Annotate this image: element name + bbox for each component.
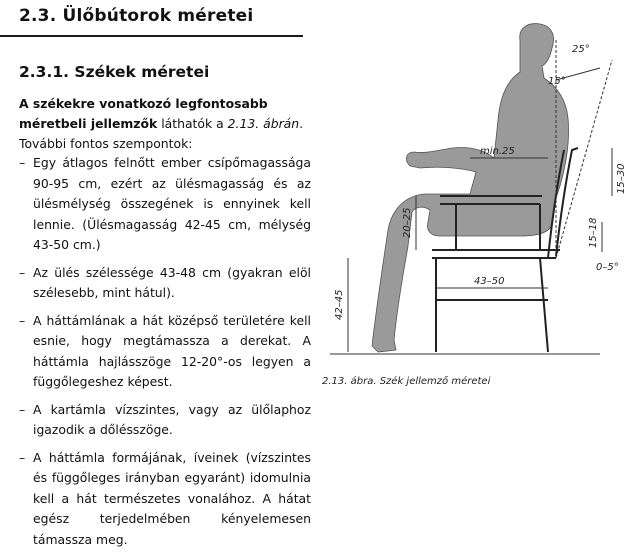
person-silhouette [372,24,569,352]
list-item-text: A háttámla formájának, íveinek (vízszintes és függőleges irányban egyaránt) idomulnia kell a hát természetes vonalához. A hátat egész terjedelmében kényelemesen támassza meg. [33,449,311,547]
label-43-50: 43–50 [474,276,505,287]
label-15-30: 15–30 [616,163,627,194]
bullet-dash: – [19,264,26,280]
criteria-list [19,153,311,557]
intro-mid: láthatók a [157,116,228,131]
chair-dimensions-figure [316,0,640,370]
intro-paragraph [19,94,311,154]
heading-rule [0,35,303,37]
label-min25: min.25 [480,146,515,157]
intro-rest: . További fontos szempontok: [19,116,304,151]
intro-figure-ref: 2.13. ábrán [227,116,300,131]
list-item [19,448,311,551]
bullet-dash: – [19,401,26,417]
list-item [19,400,311,441]
list-item [19,153,311,256]
list-item-text: A kartámla vízszintes, vagy az ülőlaphoz igazodik a dőlésszöge. [33,401,311,437]
list-item-text: Egy átlagos felnőtt ember csípőmagassága 90-95 cm, ezért az ülésmagasság és az ülésmélység összegének is ennyinek kell lennie. (Ülésmagasság 42-45 cm, mélység 43-50 cm.) [33,155,311,252]
label-20-25: 20–25 [402,207,413,238]
label-15-18: 15–18 [588,217,599,248]
list-item [19,263,311,304]
label-42-45: 42–45 [334,289,345,320]
list-item [19,311,311,393]
figure-caption: 2.13. ábra. Szék jellemző méretei [322,376,491,387]
section-heading: 2.3. Ülőbútorok méretei [19,6,254,26]
list-item-text: A háttámlának a hát középső területére kell esnie, hogy megtámassza a derekat. A háttámla hajlásszöge 12-20°-os legyen a függőlegeshez képest. [33,312,311,389]
subsection-heading: 2.3.1. Székek méretei [19,63,210,81]
bullet-dash: – [19,449,26,465]
label-angle-15: 15° [548,76,566,87]
list-item-text: Az ülés szélessége 43-48 cm (gyakran elöl szélesebb, mint hátul). [33,264,311,300]
bullet-dash: – [19,312,26,328]
bullet-dash: – [19,155,26,170]
intro-bold: A székekre vonatkozó legfontosabb méretbeli jellemzők [19,96,268,131]
label-0-5: 0–5° [596,262,619,273]
label-angle-25: 25° [572,44,590,55]
